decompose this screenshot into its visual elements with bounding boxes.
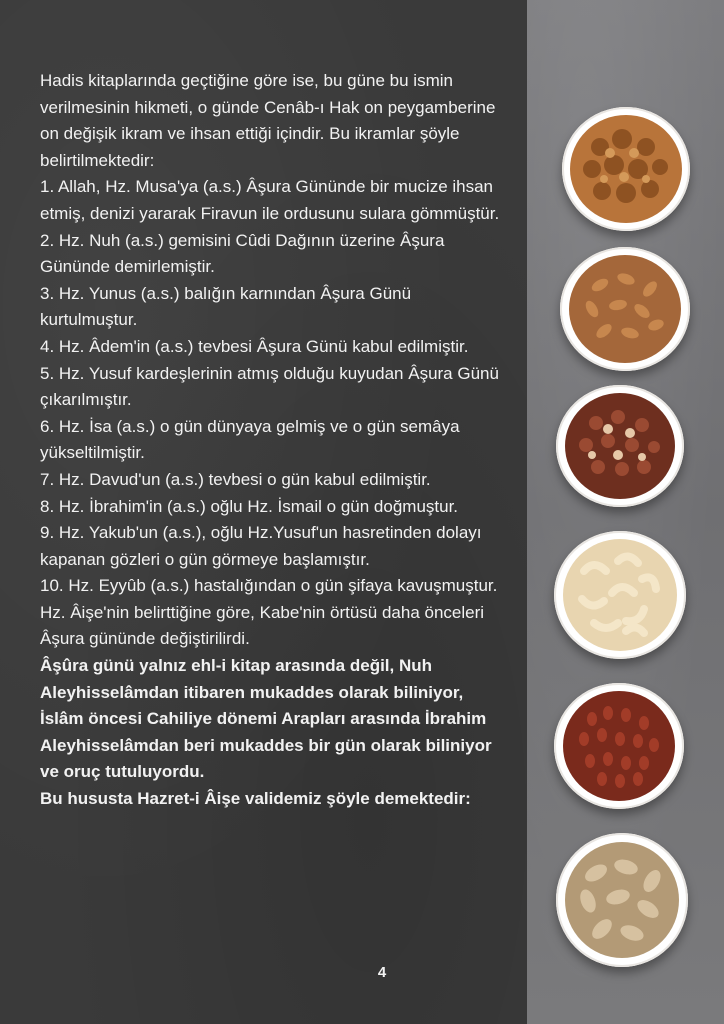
almond-bowl	[560, 247, 690, 371]
list-item-9: 9. Hz. Yakub'un (a.s.), oğlu Hz.Yusuf'un hasretinden dolayı kapanan gözleri o gün görmeye başlamıştır.	[40, 523, 482, 569]
peanut-shell-bowl	[556, 833, 688, 967]
almond-icon	[560, 247, 690, 371]
body-text	[40, 68, 510, 813]
hazelnut-icon	[556, 385, 684, 507]
red-peanut-icon	[554, 683, 684, 809]
paragraph-intro: Hadis kitaplarında geçtiğine göre ise, bu güne bu ismin verilmesinin hikmeti, o günde Cenâb-ı Hak on peygamberine on değişik ikram ve ihsan ettiği içindir. Bu ikramlar şöyle belirtilmektedir:	[40, 71, 496, 170]
peanut-bowl	[554, 683, 684, 809]
cashew-icon	[554, 531, 686, 659]
cashew-bowl	[554, 531, 686, 659]
list-item-7: 7. Hz. Davud'un (a.s.) tevbesi o gün kabul edilmiştir.	[40, 469, 431, 489]
paragraph-bold-aise: Bu hususta Hazret-i Âişe validemiz şöyle demektedir:	[40, 789, 471, 809]
paragraph-kabe: Hz. Âişe'nin belirttiğine göre, Kabe'nin örtüsü daha önceleri Âşura gününde değiştirilirdi.	[40, 602, 485, 649]
list-item-1: 1. Allah, Hz. Musa'ya (a.s.) Âşura Gününde bir mucize ihsan etmiş, denizi yararak Firavun ile ordusunu sulara gömmüştür.	[40, 177, 500, 223]
walnut-bowl	[562, 107, 690, 231]
list-item-6: 6. Hz. İsa (a.s.) o gün dünyaya gelmiş ve o gün semâya yükseltilmiştir.	[40, 416, 460, 463]
hazelnut-bowl	[556, 385, 684, 507]
list-item-8: 8. Hz. İbrahim'in (a.s.) oğlu Hz. İsmail o gün doğmuştur.	[40, 496, 459, 516]
list-item-10: 10. Hz. Eyyûb (a.s.) hastalığından o gün şifaya kavuşmuştur.	[40, 576, 498, 596]
paragraph-bold-asura: Âşûra günü yalnız ehl-i kitap arasında değil, Nuh Aleyhisselâmdan itibaren mukaddes olarak biliniyor, İslâm öncesi Cahiliye dönemi Arapları arasında İbrahim Aleyhisselâmdan beri mukaddes bir gün olarak biliniyor ve oruç tutuluyordu.	[40, 656, 492, 782]
list-item-3: 3. Hz. Yunus (a.s.) balığın karnından Âşura Günü kurtulmuştur.	[40, 283, 412, 330]
list-item-4: 4. Hz. Âdem'in (a.s.) tevbesi Âşura Günü kabul edilmiştir.	[40, 336, 469, 356]
page-number: 4	[377, 964, 387, 981]
peanut-shell-icon	[556, 833, 688, 967]
walnut-icon	[562, 107, 690, 231]
list-item-2: 2. Hz. Nuh (a.s.) gemisini Cûdi Dağının üzerine Âşura Gününde demirlemiştir.	[40, 230, 445, 277]
list-item-5: 5. Hz. Yusuf kardeşlerinin atmış olduğu kuyudan Âşura Günü çıkarılmıştır.	[40, 363, 499, 410]
